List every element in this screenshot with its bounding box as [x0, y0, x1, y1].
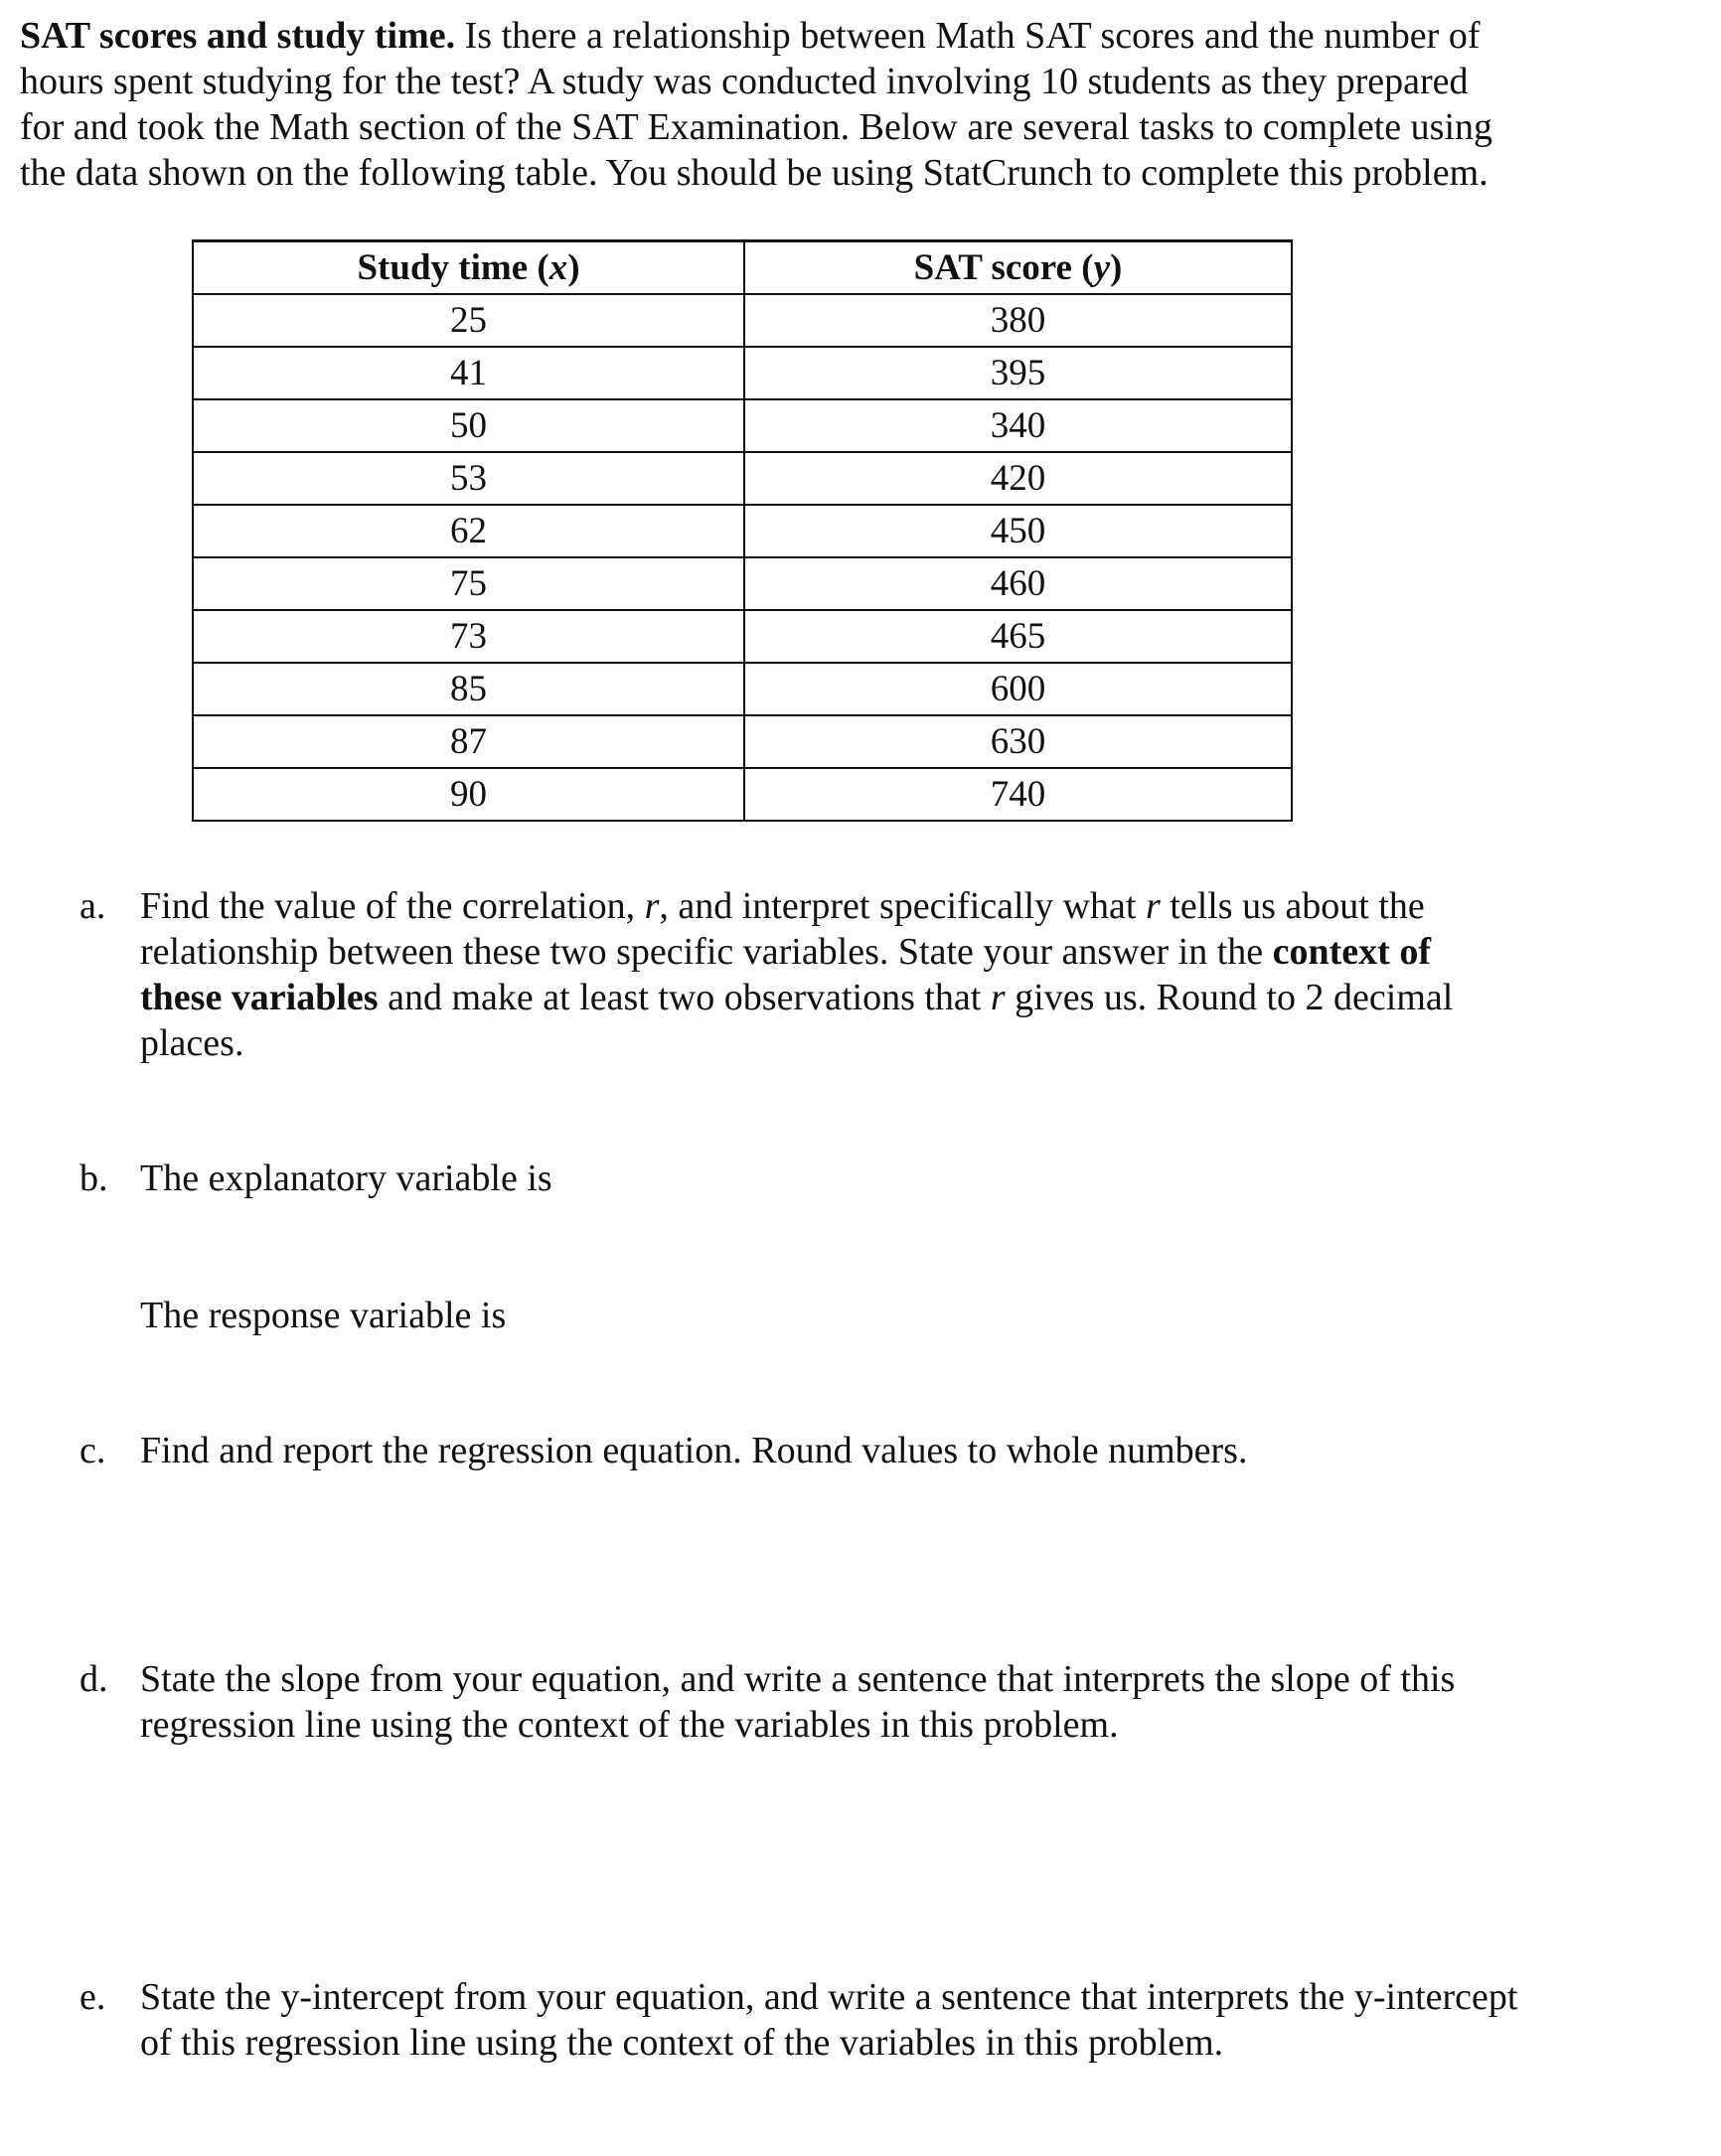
sat-score-cell: 460: [744, 557, 1292, 610]
sat-score-cell: 465: [744, 610, 1292, 663]
header-sat-score: SAT score (y): [744, 241, 1292, 295]
study-time-cell: 90: [193, 768, 744, 821]
question-b-label: b.: [79, 1157, 108, 1199]
question-c-label: c.: [79, 1430, 106, 1471]
question-d-text: State the slope from your equation, and write a sentence that interprets the slope of this regression line using the context of the variables in this problem.: [140, 1658, 1456, 1746]
table-row: [193, 505, 1292, 557]
table-row: [193, 715, 1292, 768]
study-time-cell: 41: [193, 347, 744, 399]
header-study-time: Study time (x): [193, 241, 744, 295]
table-row: [193, 610, 1292, 663]
intro-line-2: hours spent studying for the test? A study was conducted involving 10 students as they prepared: [20, 61, 1469, 102]
data-table: [192, 239, 1293, 822]
intro-line-3: for and took the Math section of the SAT Examination. Below are several tasks to complete using: [20, 106, 1493, 148]
sat-score-cell: 600: [744, 663, 1292, 715]
question-c-text: Find and report the regression equation. Round values to whole numbers.: [140, 1430, 1248, 1471]
table-row: [193, 452, 1292, 505]
question-b-response: The response variable is: [140, 1295, 507, 1336]
sat-score-cell: 380: [744, 294, 1292, 347]
table-row: [193, 663, 1292, 715]
sat-score-cell: 630: [744, 715, 1292, 768]
study-time-cell: 62: [193, 505, 744, 557]
table-row: [193, 399, 1292, 452]
table-row: [193, 557, 1292, 610]
table-row: [193, 294, 1292, 347]
sat-score-cell: 450: [744, 505, 1292, 557]
sat-score-cell: 395: [744, 347, 1292, 399]
question-b-explanatory: The explanatory variable is: [140, 1157, 552, 1199]
table-row: [193, 768, 1292, 821]
intro-line-4: the data shown on the following table. You should be using StatCrunch to complete this problem.: [20, 152, 1488, 194]
question-e-label: e.: [79, 1976, 106, 2018]
study-time-cell: 87: [193, 715, 744, 768]
question-d-label: d.: [79, 1658, 108, 1700]
study-time-cell: 53: [193, 452, 744, 505]
table-header-row: [193, 241, 1292, 295]
sat-score-cell: 420: [744, 452, 1292, 505]
study-time-cell: 73: [193, 610, 744, 663]
study-time-cell: 25: [193, 294, 744, 347]
intro-title: SAT scores and study time.: [20, 15, 456, 57]
sat-score-cell: 340: [744, 399, 1292, 452]
table-row: [193, 347, 1292, 399]
intro-paragraph: [20, 13, 1492, 196]
intro-line-1: SAT scores and study time. Is there a relationship between Math SAT scores and the number of: [20, 15, 1481, 57]
question-a-label: a.: [79, 885, 106, 927]
study-time-cell: 50: [193, 399, 744, 452]
question-a-text: Find the value of the correlation, r, and interpret specifically what r tells us about the relationship between these two specific variables. State your answer in the context of these variables and make at least two observations that r gives us. Round to 2 decimal places.: [140, 885, 1454, 1064]
sat-score-cell: 740: [744, 768, 1292, 821]
study-time-cell: 85: [193, 663, 744, 715]
question-e-text: State the y-intercept from your equation, and write a sentence that interprets the y-intercept of this regression line using the context of the variables in this problem.: [140, 1976, 1518, 2064]
study-time-cell: 75: [193, 557, 744, 610]
